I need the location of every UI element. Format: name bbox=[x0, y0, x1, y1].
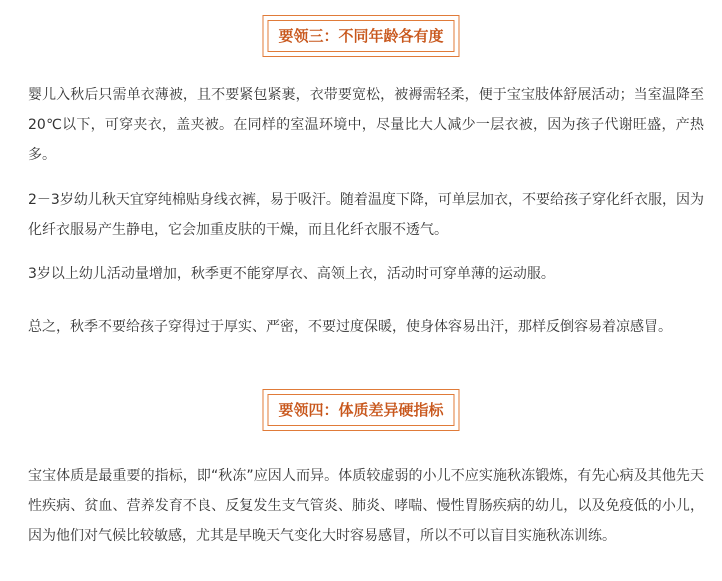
paragraph-summary: 总之，秋季不要给孩子穿得过于厚实、严密，不要过度保暖，使身体容易出汗，那样反倒容易着凉感冒。 bbox=[28, 319, 672, 335]
section-3-heading: 要领三：不同年龄各有度 bbox=[267, 20, 454, 52]
section-4-heading-box bbox=[262, 389, 459, 431]
section-3-heading-box bbox=[262, 15, 459, 57]
section-4-heading: 要领四：体质差异硬指标 bbox=[267, 394, 454, 426]
paragraph-toddler-clothing: 2－3岁幼儿秋天宜穿纯棉贴身线衣裤，易于吸汗。随着温度下降，可单层加衣，不要给孩子穿化纤衣服，因为化纤衣服易产生静电，它会加重皮肤的干燥，而且化纤衣服不透气。 bbox=[28, 192, 704, 238]
paragraph-infant-clothing: 婴儿入秋后只需单衣薄被，且不要紧包紧裹，衣带要宽松，被褥需轻柔，便于宝宝肢体舒展活动；当室温降至20℃以下，可穿夹衣，盖夹被。在同样的室温环境中，尽量比大人减少一层衣被，因为孩子代谢旺盛，产热多。 bbox=[28, 87, 704, 163]
paragraph-constitution: 宝宝体质是最重要的指标，即“秋冻”应因人而异。体质较虚弱的小儿不应实施秋冻锻炼，有先心病及其他先天性疾病、贫血、营养发育不良、反复发生支气管炎、肺炎、哮喘、慢性胃肠疾病的幼儿，以及免疫低的小儿，因为他们对气候比较敏感，尤其是早晚天气变化大时容易感冒，所以不可以盲目实施秋冻训练。 bbox=[28, 468, 704, 544]
paragraph-over-three-clothing: 3岁以上幼儿活动量增加，秋季更不能穿厚衣、高领上衣，活动时可穿单薄的运动服。 bbox=[28, 266, 555, 282]
